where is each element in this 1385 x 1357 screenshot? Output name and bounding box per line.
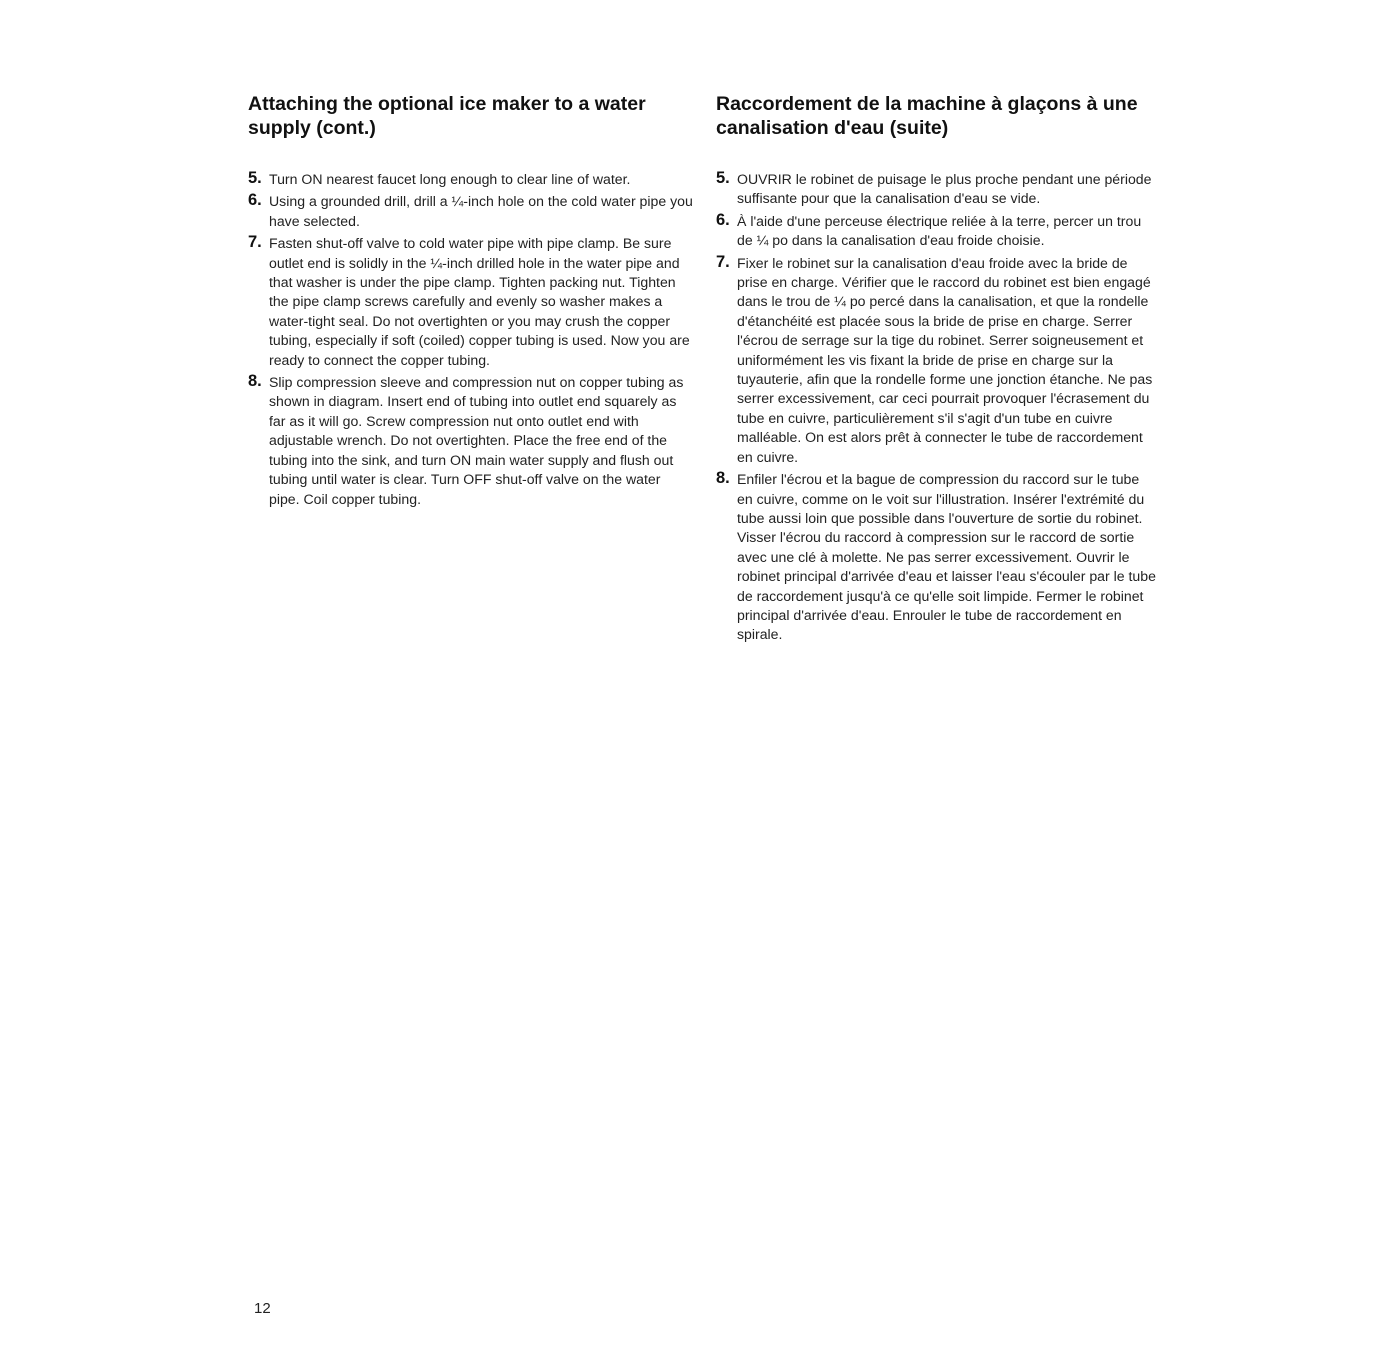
english-heading: Attaching the optional ice maker to a water supply (cont.) [248,93,646,139]
french-step [716,470,1158,645]
french-column [716,92,1158,648]
french-heading: Raccordement de la machine à glaçons à une canalisation d'eau (suite) [716,93,1138,139]
step-text: Fixer le robinet sur la canalisation d'eau froide avec la bride de prise en charge. Vérifier que le raccord du robinet est bien engagé dans le trou de ¼ po percé dans la canalisation, et que la rondelle d'étanchéité est placée sous la bride de prise en charge. Serrer l'écrou de serrage sur la tige du robinet. Serrer soigneusement et uniformément les vis fixant la bride de prise en charge sur la tuyauterie, afin que la rondelle forme une jonction étanche. Ne pas serrer excessivement, car ceci pourrait provoquer l'écrasement du tube en cuivre, particulièrement s'il s'agit d'un tube en cuivre malléable. On est alors prêt à connecter le tube de raccordement en cuivre. [737,254,1153,465]
step-text: Enfiler l'écrou et la bague de compression du raccord sur le tube en cuivre, comme on le voit sur l'illustration. Insérer l'extrémité du tube aussi loin que possible dans l'ouverture de sortie du robinet. Visser l'écrou du raccord à compression sur le raccord de sortie avec une clé à molette. Ne pas serrer excessivement. Ouvrir le robinet principal d'arrivée d'eau et laisser l'eau s'écouler par le tube de raccordement jusqu'à ce qu'elle soit limpide. Fermer le robinet principal d'arrivée d'eau. Enrouler le tube de raccordement en spirale. [737,471,1156,643]
step-text: Slip compression sleeve and compression nut on copper tubing as shown in diagram. Insert end of tubing into outlet end squarely as far as it will go. Screw compression nut onto outlet end with adjustable wrench. Do not overtighten. Place the free end of the tubing into the sink, and turn ON main water supply and flush out tubing until water is clear. Turn OFF shut-off valve on the water pipe. Coil copper tubing. [269,374,684,507]
step-text: À l'aide d'une perceuse électrique reliée à la terre, percer un trou de ¼ po dans la canalisation d'eau froide choisie. [737,212,1142,249]
step-text: Using a grounded drill, drill a ¼-inch hole on the cold water pipe you have selected. [269,193,693,229]
step-number: 6. [716,210,730,229]
english-step [248,170,693,189]
english-column [248,92,693,512]
page-number: 12 [254,1300,271,1317]
step-text: Fasten shut-off valve to cold water pipe with pipe clamp. Be sure outlet end is solidly in the ¼-inch drilled hole in the water pipe and that washer is under the pipe clamp. Tighten packing nut. Tighten the pipe clamp screws carefully and evenly so washer makes a water-tight seal. Do not overtighten or you may crush the copper tubing, especially if soft (coiled) copper tubing is used. Now you are ready to connect the copper tubing. [269,235,690,368]
step-number: 6. [248,191,262,210]
step-number: 5. [716,169,730,187]
step-number: 7. [248,233,262,252]
english-steps [248,170,693,509]
english-step [248,192,693,231]
english-step [248,234,693,370]
french-step [716,212,1158,251]
step-number: 8. [248,372,262,391]
step-number: 8. [716,469,730,488]
french-steps [716,170,1158,645]
french-step [716,254,1158,467]
step-text: Turn ON nearest faucet long enough to clear line of water. [269,171,631,187]
step-text: OUVRIR le robinet de puisage le plus proche pendant une période suffisante pour que la canalisation d'eau se vide. [737,171,1152,207]
step-number: 7. [716,252,730,271]
step-number: 5. [248,169,262,187]
french-step [716,170,1158,209]
english-step [248,373,693,509]
